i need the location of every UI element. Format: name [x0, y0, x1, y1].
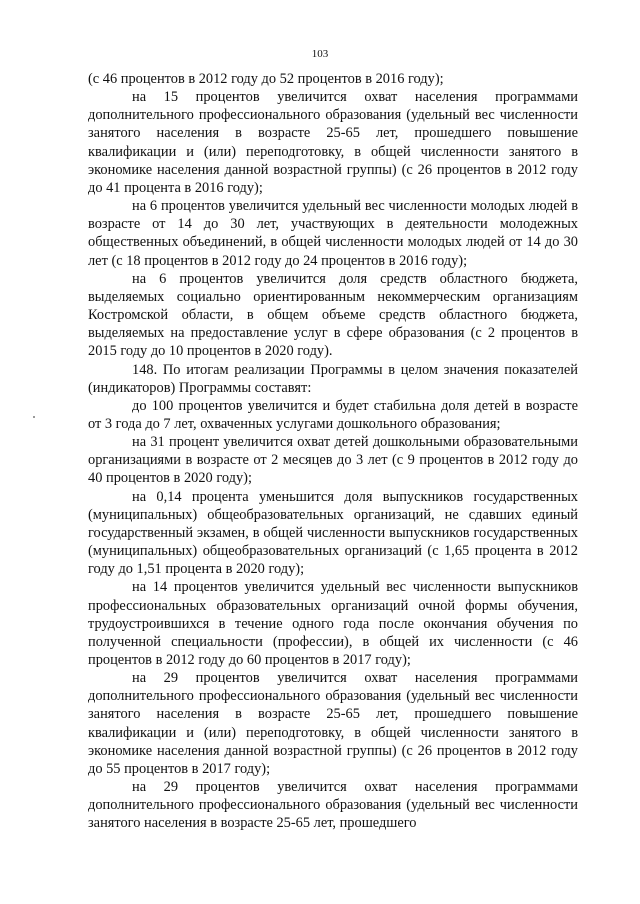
- paragraph-6: до 100 процентов увеличится и будет стабильна доля детей в возрасте от 3 года до 7 лет, охваченных услугами дошкольного образования;: [88, 397, 578, 432]
- paragraph-1: (с 46 процентов в 2012 году до 52 процентов в 2016 году);: [88, 71, 444, 87]
- page-number: 103: [311, 48, 329, 60]
- paragraph-8: на 0,14 процента уменьшится доля выпускников государственных (муниципальных) общеобразовательных организаций, не сдавших единый государственный экзамен, в общей численности выпускников государственных (муниципальных) общеобразовательных организаций (с 1,65 процента в 2012 году до 1,51 процента в 2020 году);: [88, 488, 578, 578]
- paragraph-2: на 15 процентов увеличится охват населения программами дополнительного профессионального образования (удельный вес численности занятого населения в возрасте 25-65 лет, прошедшего повышение квалификации и (или) переподготовку, в общей численности занятого в экономике населения данной возрастной группы) (с 26 процентов в 2012 году до 41 процента в 2016 году);: [88, 89, 578, 196]
- paragraph-4: на 6 процентов увеличится доля средств областного бюджета, выделяемых социально ориентированным некоммерческим организациям Костромской области, в общем объеме средств областного бюджета, выделяемых на предоставление услуг в сфере образования (с 2 процентов в 2015 году до 10 процентов в 2020 году).: [88, 270, 578, 360]
- paragraph-9: на 14 процентов увеличится удельный вес численности выпускников профессиональных образовательных организаций очной формы обучения, трудоустроившихся в течение одного года после окончания обучения по полученной специальности (профессии), в общей их численности (с 46 процентов в 2012 году до 60 процентов в 2017 году);: [88, 579, 578, 668]
- paragraph-10: на 29 процентов увеличится охват населения программами дополнительного профессионального образования (удельный вес численности занятого населения в возрасте 25-65 лет, прошедшего повышение квалификации и (или) переподготовку, в общей численности занятого в экономике населения данной возрастной группы) (с 26 процентов в 2012 году до 55 процентов в 2017 году);: [88, 670, 578, 777]
- paragraph-3: на 6 процентов увеличится удельный вес численности молодых людей в возрасте от 14 до 30 лет, участвующих в деятельности молодежных общественных объединений, в общей численности молодых людей от 14 до 30 лет (с 18 процентов в 2012 году до 24 процентов в 2016 году);: [88, 198, 578, 269]
- paragraph-7: на 31 процент увеличится охват детей дошкольными образовательными организациями в возрасте от 2 месяцев до 3 лет (с 9 процентов в 2012 году до 40 процентов в 2020 году);: [88, 434, 578, 487]
- scan-speck: [33, 416, 35, 418]
- page-body: [88, 70, 578, 833]
- paragraph-11: на 29 процентов увеличится охват населения программами дополнительного профессионального образования (удельный вес численности занятого населения в возрасте 25-65 лет, прошедшего: [88, 779, 578, 832]
- paragraph-5: 148. По итогам реализации Программы в целом значения показателей (индикаторов) Программы составят:: [88, 361, 578, 396]
